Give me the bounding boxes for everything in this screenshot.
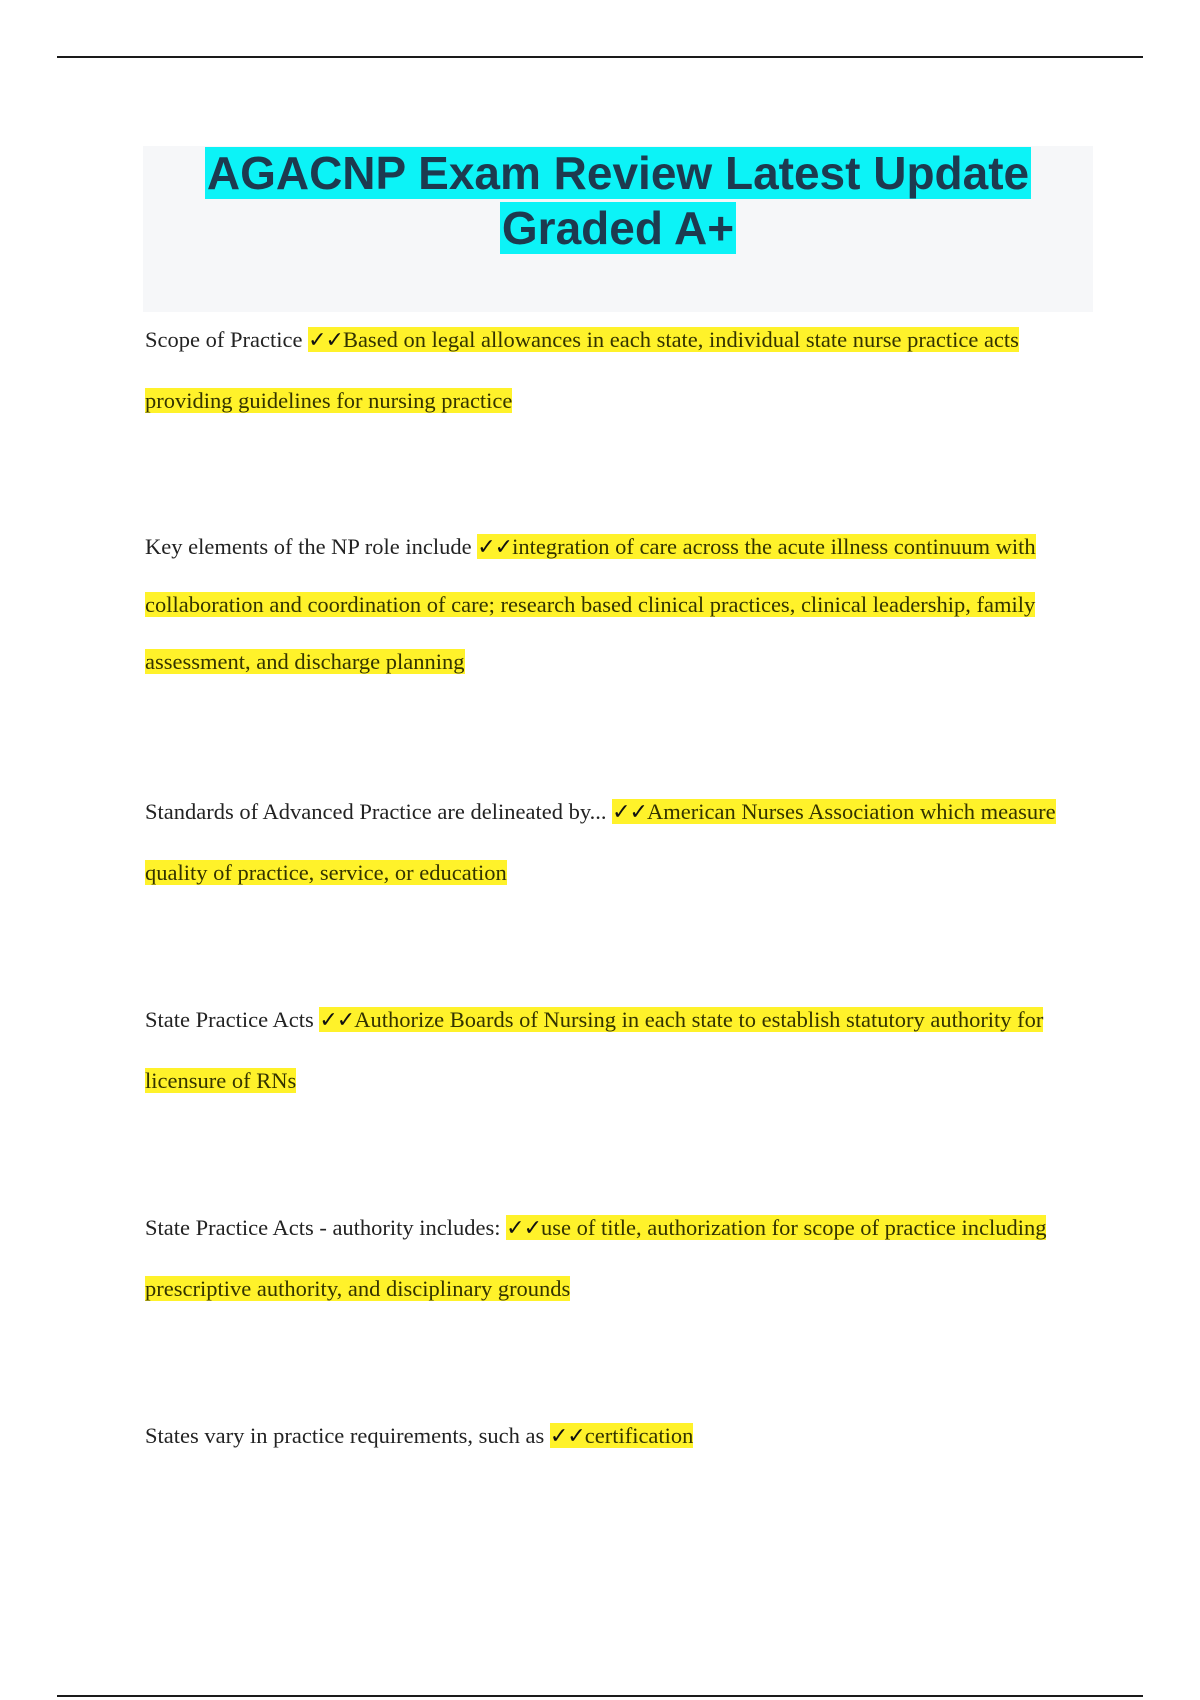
entry-answer	[550, 1423, 694, 1448]
double-check-icon: ✓✓	[477, 535, 513, 560]
entry-answer-text: American Nurses Association which measure quality of practice, service, or education	[145, 799, 1056, 885]
entry-term: Standards of Advanced Practice are delineated by...	[145, 799, 607, 824]
qa-entry-scope-of-practice	[145, 310, 1090, 431]
qa-entry-standards	[145, 782, 1090, 903]
entry-answer-text: integration of care across the acute illness continuum with collaboration and coordination of care; research based clinical practices, clinical leadership, family assessment, and discharge planning	[145, 534, 1036, 674]
double-check-icon: ✓✓	[319, 1008, 355, 1033]
double-check-icon: ✓✓	[308, 328, 343, 353]
entry-term: States vary in practice requirements, such as	[145, 1423, 545, 1448]
double-check-icon: ✓✓	[549, 1424, 585, 1449]
entry-term: Key elements of the NP role include	[145, 534, 472, 559]
entry-term: State Practice Acts - authority includes:	[145, 1215, 501, 1240]
entry-answer-text: use of title, authorization for scope of practice including prescriptive authority, and disciplinary grounds	[145, 1215, 1047, 1301]
entry-answer-text: Based on legal allowances in each state, individual state nurse practice acts providing guidelines for nursing practice	[145, 327, 1019, 413]
title-line-1: AGACNP Exam Review Latest Update	[206, 147, 1030, 199]
entry-answer-text: certification	[584, 1423, 694, 1448]
title-line-2: Graded A+	[501, 202, 735, 254]
top-rule	[57, 56, 1143, 58]
qa-entry-np-role	[145, 518, 1090, 690]
title-block	[143, 146, 1093, 312]
qa-entry-state-practice-acts	[145, 990, 1090, 1111]
bottom-rule	[57, 1695, 1143, 1697]
qa-entry-requirements	[145, 1406, 693, 1467]
qa-entry-authority	[145, 1198, 1090, 1319]
entry-term: Scope of Practice	[145, 327, 303, 352]
double-check-icon: ✓✓	[612, 800, 647, 825]
document-title	[143, 146, 1093, 256]
double-check-icon: ✓✓	[506, 1216, 542, 1241]
entry-term: State Practice Acts	[145, 1007, 314, 1032]
entry-answer-text: Authorize Boards of Nursing in each state to establish statutory authority for licensure of RNs	[145, 1007, 1044, 1093]
